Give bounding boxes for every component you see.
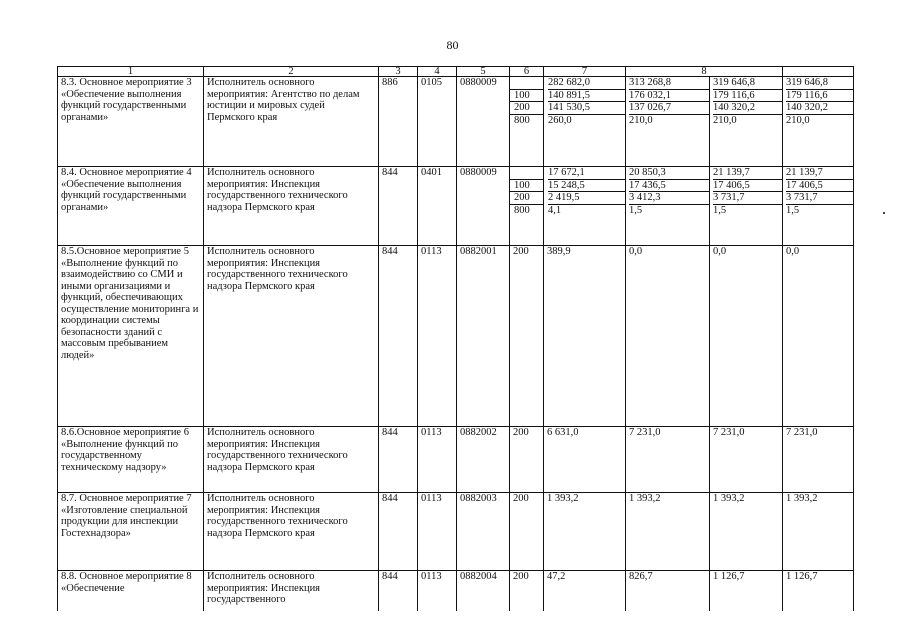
col10-values	[783, 167, 854, 246]
col3-value: 844	[379, 427, 418, 493]
col7-sub: 260,0	[548, 114, 572, 126]
col8-sub: 17 436,5	[629, 180, 709, 193]
col8-value: 7 231,0	[626, 427, 710, 493]
col10-sub: 17 406,5	[786, 180, 853, 193]
col7-values	[544, 77, 626, 167]
col9-sub: 140 320,2	[713, 102, 782, 115]
col8-sub: 210,0	[629, 114, 653, 126]
col6-sub: 800	[514, 114, 530, 126]
col3-value: 886	[379, 77, 418, 167]
col7-sub: 282 682,0	[548, 77, 625, 90]
col10-sub: 21 139,7	[786, 167, 853, 180]
col8-sub: 3 412,3	[629, 192, 709, 205]
col10-sub: 1,5	[786, 204, 800, 216]
table-row	[58, 427, 854, 493]
event-name: 8.8. Основное мероприятие 8 «Обеспечение	[58, 571, 204, 611]
col5-value: 0880009	[457, 167, 510, 246]
col9-sub: 319 646,8	[713, 77, 782, 90]
col7-values	[544, 167, 626, 246]
col9-value: 7 231,0	[710, 427, 783, 493]
col3-value: 844	[379, 571, 418, 611]
table-row	[58, 571, 854, 611]
executor: Исполнитель основного мероприятия: Инспекция государственного технического надзора Пермского края	[204, 493, 379, 571]
col-header-3: 3	[379, 67, 418, 77]
col4-value: 0113	[418, 427, 457, 493]
col7-sub: 2 419,5	[548, 192, 625, 205]
table-row	[58, 246, 854, 427]
col6-sub: 800	[514, 204, 530, 216]
col5-value: 0882004	[457, 571, 510, 611]
col-header-7: 7	[544, 67, 626, 77]
col6-sub: 100	[510, 180, 543, 193]
col-header-8: 8	[626, 67, 783, 77]
col9-sub: 179 116,6	[713, 90, 782, 103]
col7-sub: 140 891,5	[548, 90, 625, 103]
col9-value: 0,0	[710, 246, 783, 427]
col8-value: 1 393,2	[626, 493, 710, 571]
table-row	[58, 167, 854, 246]
col3-value: 844	[379, 167, 418, 246]
col-header-6: 6	[510, 67, 544, 77]
event-name: 8.4. Основное мероприятие 4 «Обеспечение выполнения функций государственными органами»	[58, 167, 204, 246]
col10-sub: 210,0	[786, 114, 810, 126]
col3-value: 844	[379, 246, 418, 427]
executor: Исполнитель основного мероприятия: Инспекция государственного технического надзора Пермского края	[204, 246, 379, 427]
col6-value: 200	[510, 571, 544, 611]
budget-table	[57, 66, 854, 611]
col8-sub: 1,5	[629, 204, 643, 216]
col9-sub: 17 406,5	[713, 180, 782, 193]
col7-value: 389,9	[544, 246, 626, 427]
col6-sub: 100	[510, 90, 543, 103]
col8-sub: 137 026,7	[629, 102, 709, 115]
col6-sub: 200	[510, 102, 543, 115]
col-header-5: 5	[457, 67, 510, 77]
column-number-row	[58, 67, 854, 77]
col6-values	[510, 167, 544, 246]
col4-value: 0113	[418, 571, 457, 611]
col10-sub: 319 646,8	[786, 77, 853, 90]
col-header-1: 1	[58, 67, 204, 77]
col9-sub: 21 139,7	[713, 167, 782, 180]
col9-sub: 210,0	[713, 114, 737, 126]
executor: Исполнитель основного мероприятия: Инспекция государственного	[204, 571, 379, 611]
col8-value: 0,0	[626, 246, 710, 427]
col6-sub: 200	[510, 192, 543, 205]
col8-value: 826,7	[626, 571, 710, 611]
event-name: 8.6.Основное мероприятие 6 «Выполнение функций по государственному техническому надзору»	[58, 427, 204, 493]
col5-value: 0882001	[457, 246, 510, 427]
col6-values	[510, 77, 544, 167]
col8-sub: 176 032,1	[629, 90, 709, 103]
col8-values	[626, 167, 710, 246]
col10-sub: 179 116,6	[786, 90, 853, 103]
col7-sub: 15 248,5	[548, 180, 625, 193]
col10-sub: 3 731,7	[786, 192, 853, 205]
col6-sub	[510, 167, 543, 180]
event-name: 8.3. Основное мероприятие 3 «Обеспечение выполнения функций государственными органами»	[58, 77, 204, 167]
col10-values	[783, 77, 854, 167]
col10-sub: 140 320,2	[786, 102, 853, 115]
col9-values	[710, 77, 783, 167]
col7-sub: 4,1	[548, 204, 562, 216]
col9-sub: 3 731,7	[713, 192, 782, 205]
col-header-2: 2	[204, 67, 379, 77]
col9-values	[710, 167, 783, 246]
col4-value: 0105	[418, 77, 457, 167]
executor: Исполнитель основного мероприятия: Агентство по делам юстиции и мировых судей Пермского края	[204, 77, 379, 167]
page-number: 80	[446, 38, 459, 52]
col8-values	[626, 77, 710, 167]
executor: Исполнитель основного мероприятия: Инспекция государственного технического надзора Пермского края	[204, 167, 379, 246]
col8-sub: 313 268,8	[629, 77, 709, 90]
col10-value: 7 231,0	[783, 427, 854, 493]
col5-value: 0880009	[457, 77, 510, 167]
col6-value: 200	[510, 246, 544, 427]
scan-speck	[883, 212, 885, 214]
col7-sub: 141 530,5	[548, 102, 625, 115]
col6-sub	[510, 77, 543, 90]
event-name: 8.7. Основное мероприятие 7 «Изготовление специальной продукции для инспекции Гостехнадзора»	[58, 493, 204, 571]
col8-sub: 20 850,3	[629, 167, 709, 180]
col-header-4: 4	[418, 67, 457, 77]
table-row	[58, 77, 854, 167]
event-name: 8.5.Основное мероприятие 5 «Выполнение функций по взаимодействию со СМИ и иными организациями и функций, обеспечивающих осуществление мониторинга и координации системы безопасности зданий с массовым пребыванием людей»	[58, 246, 204, 427]
col4-value: 0401	[418, 167, 457, 246]
col10-value: 1 126,7	[783, 571, 854, 611]
col7-value: 47,2	[544, 571, 626, 611]
col10-value: 0,0	[783, 246, 854, 427]
col9-sub: 1,5	[713, 204, 727, 216]
col6-value: 200	[510, 493, 544, 571]
col7-value: 1 393,2	[544, 493, 626, 571]
col7-sub: 17 672,1	[548, 167, 625, 180]
col10-value: 1 393,2	[783, 493, 854, 571]
col3-value: 844	[379, 493, 418, 571]
col7-value: 6 631,0	[544, 427, 626, 493]
col4-value: 0113	[418, 246, 457, 427]
col9-value: 1 393,2	[710, 493, 783, 571]
table-row	[58, 493, 854, 571]
col4-value: 0113	[418, 493, 457, 571]
col6-value: 200	[510, 427, 544, 493]
col-header-empty	[783, 67, 854, 77]
executor: Исполнитель основного мероприятия: Инспекция государственного технического надзора Пермского края	[204, 427, 379, 493]
col5-value: 0882003	[457, 493, 510, 571]
col9-value: 1 126,7	[710, 571, 783, 611]
col5-value: 0882002	[457, 427, 510, 493]
